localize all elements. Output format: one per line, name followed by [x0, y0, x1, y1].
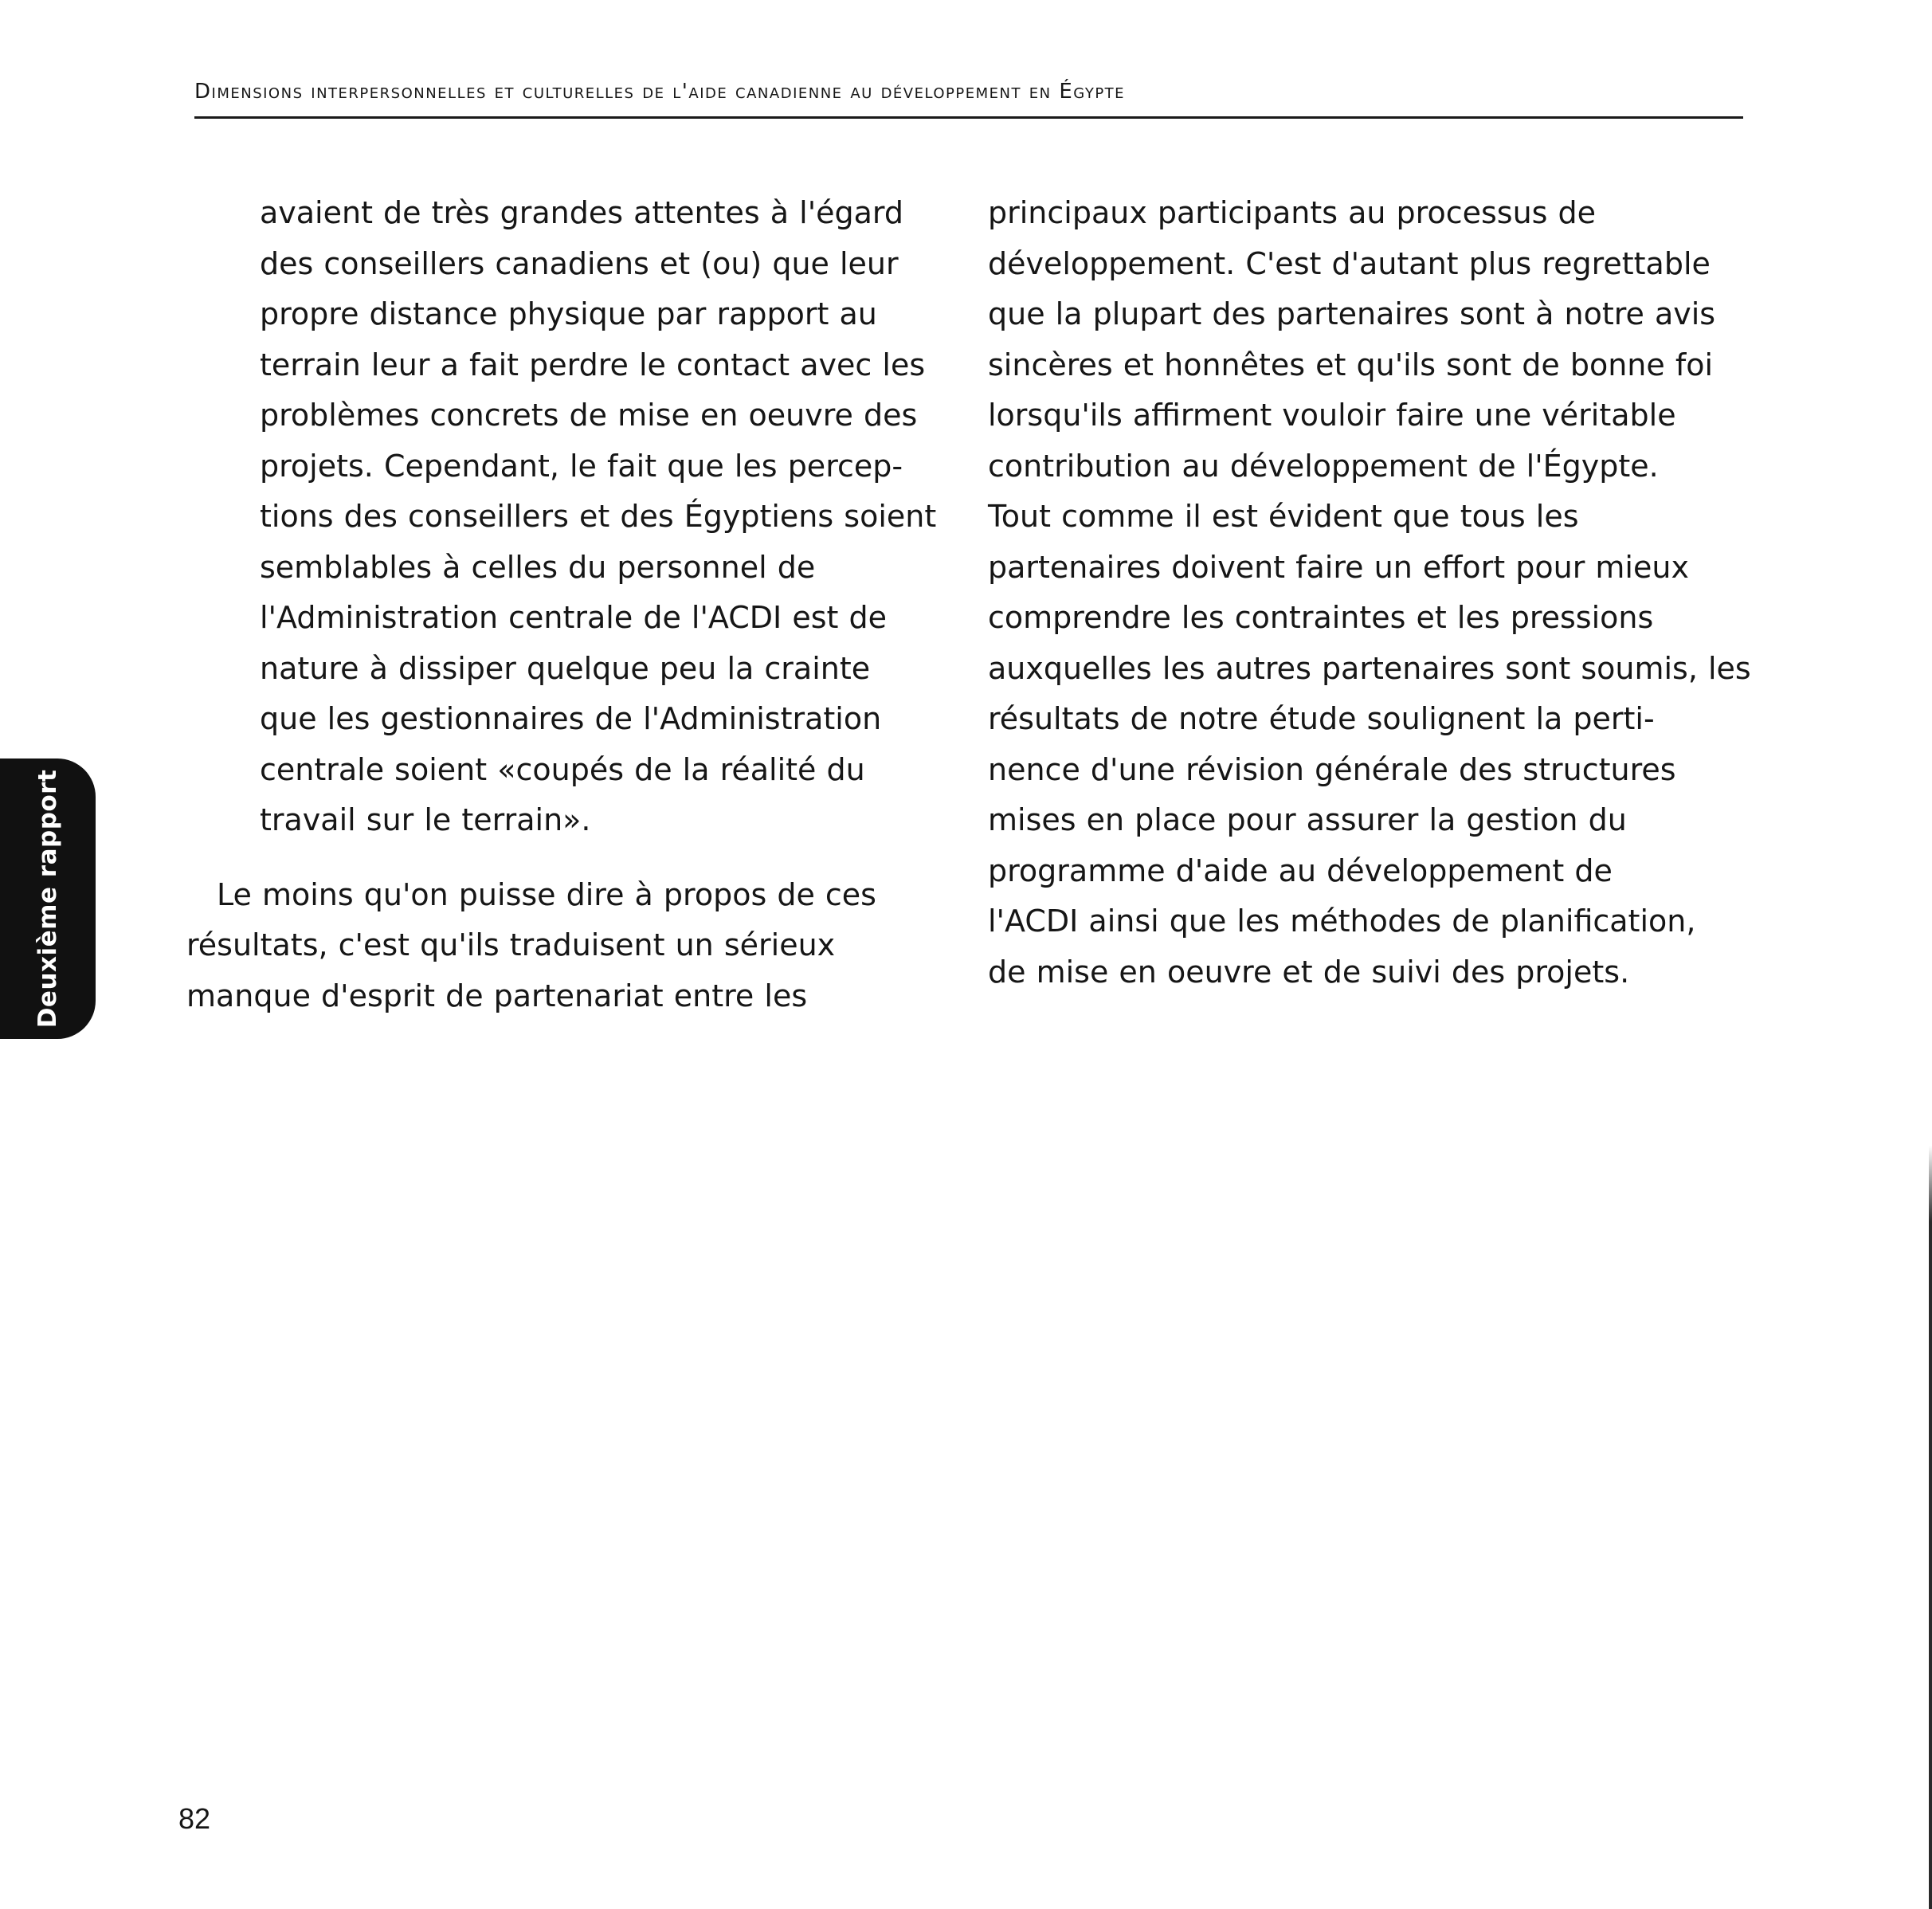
scan-edge [1929, 0, 1932, 1909]
text-line: propre distance physique par rapport au [260, 296, 877, 331]
text-line: tions des conseillers et des Égyptiens soient [260, 499, 937, 534]
text-line: lorsqu'ils affirment vouloir faire une véritable [988, 398, 1676, 433]
text-line: programme d'aide au développement de [988, 853, 1613, 888]
side-tab-label: Deuxième rapport [33, 769, 62, 1029]
text-line: sincères et honnêtes et qu'ils sont de bonne foi [988, 347, 1714, 382]
text-line: que la plupart des partenaires sont à notre avis [988, 296, 1716, 331]
text-line: comprendre les contraintes et les pressions [988, 600, 1654, 635]
paragraph-1 [186, 188, 951, 846]
section-side-tab [0, 759, 96, 1039]
text-line: travail sur le terrain». [260, 802, 591, 837]
text-line: de mise en oeuvre et de suivi des projets. [988, 954, 1630, 990]
text-line: résultats, c'est qu'ils traduisent un sérieux [186, 927, 836, 962]
page-number: 82 [178, 1802, 211, 1835]
text-line: résultats de notre étude soulignent la perti- [988, 701, 1655, 736]
text-line: avaient de très grandes attentes à l'égard [260, 195, 904, 230]
text-line: problèmes concrets de mise en oeuvre des [260, 398, 918, 433]
text-line: mises en place pour assurer la gestion du [988, 802, 1627, 837]
text-line: partenaires doivent faire un effort pour mieux [988, 549, 1689, 585]
text-line: l'Administration centrale de l'ACDI est de [260, 600, 887, 635]
header-rule [194, 116, 1743, 119]
text-line: des conseillers canadiens et (ou) que leur [260, 245, 899, 281]
paragraph-2 [186, 870, 951, 1022]
left-column [186, 188, 951, 1021]
text-line: principaux participants au processus de [988, 195, 1597, 230]
text-line: projets. Cependant, le fait que les percep- [260, 448, 903, 484]
text-line: que les gestionnaires de l'Administration [260, 701, 882, 736]
paragraph-continued [988, 188, 1753, 998]
text-line: semblables à celles du personnel de [260, 549, 816, 585]
text-line: Tout comme il est évident que tous les [988, 499, 1579, 534]
text-line: centrale soient «coupés de la réalité du [260, 751, 865, 787]
text-line: développement. C'est d'autant plus regrettable [988, 245, 1711, 281]
text-line: terrain leur a fait perdre le contact avec les [260, 347, 926, 382]
text-line: nence d'une révision générale des structures [988, 751, 1676, 787]
text-line: Le moins qu'on puisse dire à propos de ces [217, 876, 876, 912]
right-column [988, 188, 1753, 998]
text-line: contribution au développement de l'Égypte. [988, 448, 1659, 484]
text-line: nature à dissiper quelque peu la crainte [260, 650, 871, 686]
running-header: Dimensions interpersonnelles et culturelles de l'aide canadienne au développement en Égypte [194, 80, 1126, 104]
text-line: l'ACDI ainsi que les méthodes de planification, [988, 904, 1696, 939]
text-line: manque d'esprit de partenariat entre les [186, 978, 808, 1013]
paragraph-gap [186, 846, 951, 870]
text-line: auxquelles les autres partenaires sont soumis, les [988, 650, 1751, 686]
